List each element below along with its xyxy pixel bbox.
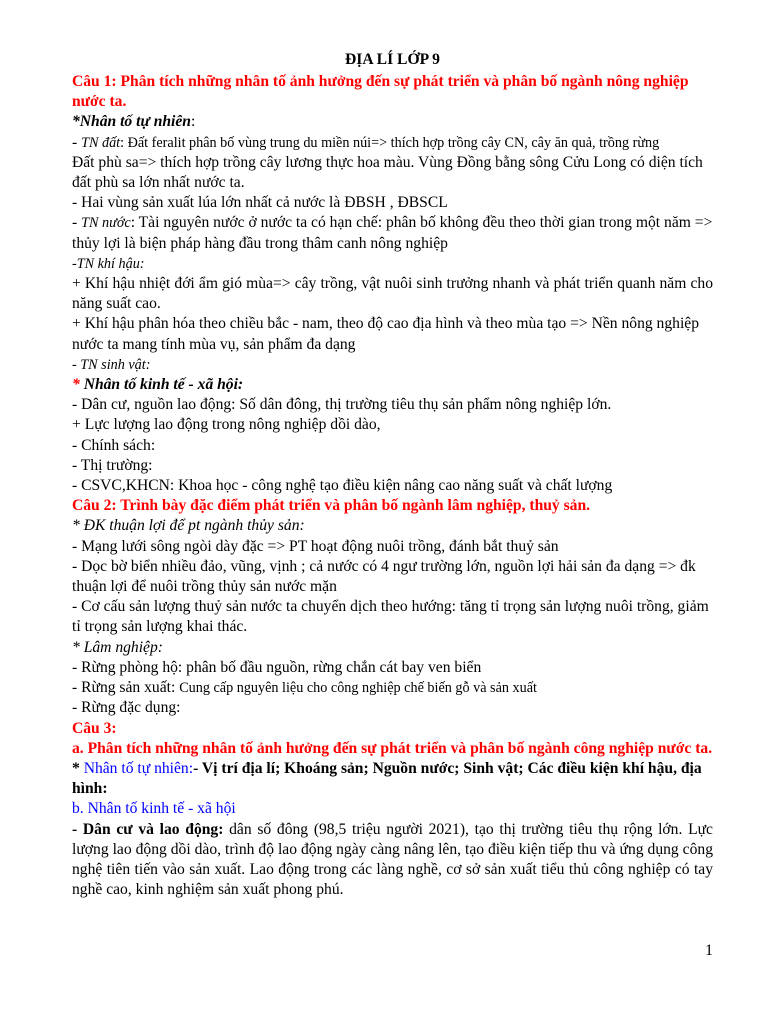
- q1-soil-continued: Đất phù sa=> thích hợp trồng cây lương thực hoa màu. Vùng Đồng bằng sông Cửu Long có diện tích đất phù sa lớn nhất nước ta.: [72, 153, 703, 192]
- q2-forest-3: - Rừng đặc dụng:: [72, 699, 181, 717]
- document-page: [72, 50, 713, 900]
- q1-rice: - Hai vùng sản xuất lúa lớn nhất cả nước là ĐBSH , ĐBSCL: [72, 194, 448, 212]
- red-asterisk: *: [72, 376, 80, 394]
- q1-econ-5: - CSVC,KHCN: Khoa học - công nghệ tạo điều kiện nâng cao năng suất và chất lượng: [72, 477, 613, 495]
- q2-forest-2: - Rừng sản xuất: Cung cấp nguyên liệu cho công nghiệp chế biến gỗ và sản xuất: [72, 679, 537, 697]
- q1-climate-label: -TN khí hậu:: [72, 255, 145, 272]
- q2-heading: Câu 2: Trình bày đặc điểm phát triển và phân bố ngành lâm nghiệp, thuỷ sản.: [72, 497, 591, 515]
- q2-forest-label: * Lâm nghiệp:: [72, 638, 163, 656]
- q2-fish-2: - Dọc bờ biển nhiều đảo, vũng, vịnh ; cả nước có 4 ngư trường lớn, nguồn lợi hải sản đa dạng => đk thuận lợi để nuôi trồng thủy sản nước mặn: [72, 557, 696, 596]
- q1-econ-1: - Dân cư, nguồn lao động: Số dân đông, thị trường tiêu thụ sản phẩm nông nghiệp lớn.: [72, 396, 612, 414]
- q3-b-heading: b. Nhân tố kinh tế - xã hội: [72, 800, 236, 818]
- q1-econ-3: - Chính sách:: [72, 436, 156, 454]
- q1-climate-2: + Khí hậu phân hóa theo chiều bắc - nam, theo độ cao địa hình và theo mùa tạo => Nền nông nghiệp nước ta mang tính mùa vụ, sản phẩm đa dạng: [72, 315, 700, 353]
- q3-natural: * Nhân tố tự nhiên:- Vị trí địa lí; Khoáng sản; Nguồn nước; Sinh vật; Các điều kiện khí hậu, địa hình:: [72, 759, 702, 798]
- q3-population: - Dân cư và lao động: dân số đông (98,5 triệu người 2021), tạo thị trường tiêu thụ rộng lớn. Lực lượng lao động dồi dào, trình độ lao động ngày càng nâng lên, tạo điều kiện tiếp thu và ứng dụng công nghệ tiên tiến vào sản xuất. Lao động trong các làng nghề, cơ sở sản xuất tiểu thủ công nghiệp có tay nghề cao, kinh nghiệm sản xuất phong phú.: [72, 820, 713, 899]
- q1-natural-label: *Nhân tố tự nhiên:: [72, 113, 196, 131]
- q2-forest-1: - Rừng phòng hộ: phân bố đầu nguồn, rừng chắn cát bay ven biển: [72, 658, 482, 676]
- document-title: ĐỊA LÍ LỚP 9: [345, 51, 440, 68]
- q1-econ-4: - Thị trường:: [72, 456, 153, 474]
- q2-fish-1: - Mạng lưới sông ngòi dày đặc => PT hoạt động nuôi trồng, đánh bắt thuỷ sản: [72, 537, 559, 555]
- q1-water: - TN nước: Tài nguyên nước ở nước ta có hạn chế: phân bố không đều theo thời gian trong một năm => thủy lợi là biện pháp hàng đầu trong thâm canh nông nghiệp: [72, 214, 713, 252]
- q1-econ-label: * Nhân tố kinh tế - xã hội:: [72, 376, 244, 394]
- q2-fish-label: * ĐK thuận lợi để pt ngành thủy sản:: [72, 517, 305, 535]
- q3-heading: Câu 3:: [72, 719, 117, 737]
- q1-heading: Câu 1: Phân tích những nhân tố ảnh hưởng đến sự phát triển và phân bố ngành nông nghiệp nước ta.: [72, 73, 689, 111]
- q1-soil: - TN đất: Đất feralit phân bố vùng trung du miền núi=> thích hợp trồng cây CN, cây ăn quả, trồng rừng: [72, 133, 660, 151]
- q1-climate-1: + Khí hậu nhiệt đới ẩm gió mùa=> cây trồng, vật nuôi sinh trưởng nhanh và phát triển quanh năm cho năng suất cao.: [72, 275, 713, 313]
- q2-fish-3: - Cơ cấu sản lượng thuỷ sản nước ta chuyển dịch theo hướng: tăng tỉ trọng sản lượng nuôi trồng, giảm tỉ trọng sản lượng khai thác.: [72, 598, 709, 636]
- q1-econ-2: + Lực lượng lao động trong nông nghiệp dồi dào,: [72, 416, 381, 434]
- q1-bio-label: - TN sinh vật:: [72, 356, 151, 373]
- page-number: 1: [705, 942, 713, 959]
- q3-a-heading: a. Phân tích những nhân tố ảnh hưởng đến sự phát triển và phân bố ngành công nghiệp nước ta.: [72, 739, 713, 757]
